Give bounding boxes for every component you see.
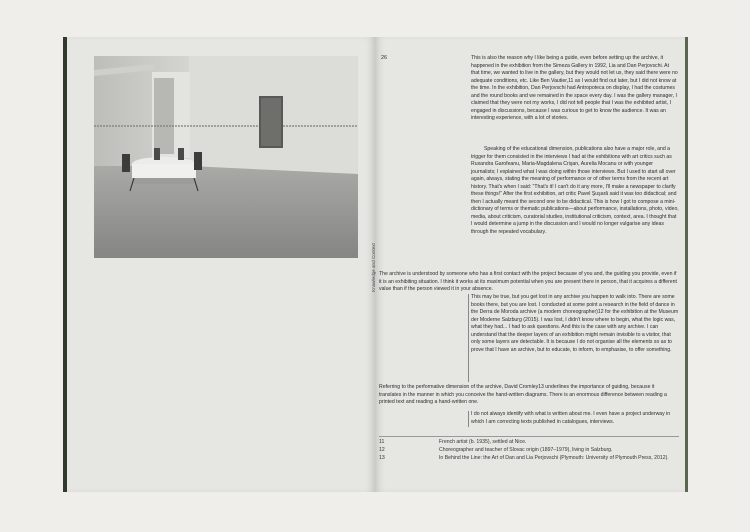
answer-rule — [468, 294, 469, 382]
book-edge — [685, 37, 688, 492]
paragraph-educational: Speaking of the educational dimension, publications also have a major role, and a trigger for them consisted in the interviews I had at the exhibitions with art critics such as Ruxandra Garofeanu, Maria-Magdalena Crişan, Aurelia Mocanu or with younger journalists; I explained what I was doing within those interviews. But I used to start all over again, always, stating the meaning of performance or of other terms from the recent art history. That's when I said: “That's it! I can't do it any more, I'll make a newspaper to clarify these things!” After the first exhibition, art critic Pavel Şuşară said it was too didactical; and then I actually meant the second one to be didactical. This is how I got to compose a mini-dictionary of terms or thematic publications—about performance, installations, photo, video, media, about criticism, curatorial studies, institutional criticism, context, area. I thought that I would determine a jump in the discussion and I would no longer vulgarise any ideas through the repeated vocabulary. — [471, 146, 679, 236]
answer-rule — [468, 411, 469, 427]
paragraph-guide: This is also the reason why I like being a guide, even before setting up the archive, it happened in the exhibition from the Simeza Gallery in 1992, Lia and Dan Perjovschi. At that time, we wanted to live in the gallery, but they would not let us, they said there were no adequate conditions, etc. Like Ben Vautier,11 as I would find out later, but I did not know at the time. In the exhibition, Dan Perjovschi had Antropoteca on display, I had the costumes and the round books and we remained in the space every day. I was the gallery manager, I claimed that they were not my works, I did not tell people that I was the exhibited artist, I engaged in discussions, because I was curious to get to know the audience. It was an interesting experience, with a lot of stories. — [471, 55, 678, 122]
book-spread — [63, 37, 688, 492]
footnote-number: 13 — [379, 455, 385, 461]
gallery-installation-photo — [94, 56, 358, 258]
footnote-number: 11 — [379, 439, 385, 445]
footnote-number: 12 — [379, 447, 385, 453]
question-archive: The archive is understood by someone who has a first contact with the project because of you and, the guiding you provide, even if it is an exhibiting situation. I think it works at its maximum potential when you are present there in person, that it acquires a different value than if the person viewed it in your absence. — [379, 271, 677, 293]
book-cover-edge — [63, 37, 67, 492]
paragraph-lost-archive: This may be true, but you get lost in any archive you happen to walk into. There are some books there, but you are lost. I conducted at some point a research in the field of dance in the Derra de Moroda archive (a modern choreographer)12 for the exhibition at the Museum der Moderne Salzburg (2015). I was lost, I didn't know where to begin, what the logic was, what they had... I had to ask questions. And this is the case with any archive. I can understand that the deeper layers of an exhibition might remain invisible to a visitor, that only some layers are detectable. It is because I do not organise all the elements so as to prove that I have an archive, but to educate, to inform, to emphasise, to offer something. — [471, 294, 679, 353]
footnote-text: In Behind the Line: the Art of Dan and Lia Perjovschi (Plymouth: University of Plymouth Press, 2012). — [439, 455, 669, 461]
footnote-divider — [379, 436, 679, 437]
left-page — [63, 37, 375, 492]
page-number: 26 — [381, 55, 388, 61]
paragraph-corrections: I do not always identify with what is written about me. I even have a project underway in which I am correcting texts published in catalogues, interviews. — [471, 411, 671, 425]
question-performative: Referring to the performative dimension of the archive, David Cromley13 underlines the importance of guiding, because it translates in the manner in which you conceive the hand-written diagrams. There is an enormous difference between reading a printed text and reading a hand-written one. — [379, 384, 667, 406]
footnote-text: Choreographer and teacher of Slovac origin (1897–1979), living in Salzburg. — [439, 447, 613, 453]
running-head: Knowledge and Context — [371, 243, 376, 292]
right-page — [371, 37, 688, 492]
footnote-text: French artist (b. 1935), settled at Nice. — [439, 439, 527, 445]
